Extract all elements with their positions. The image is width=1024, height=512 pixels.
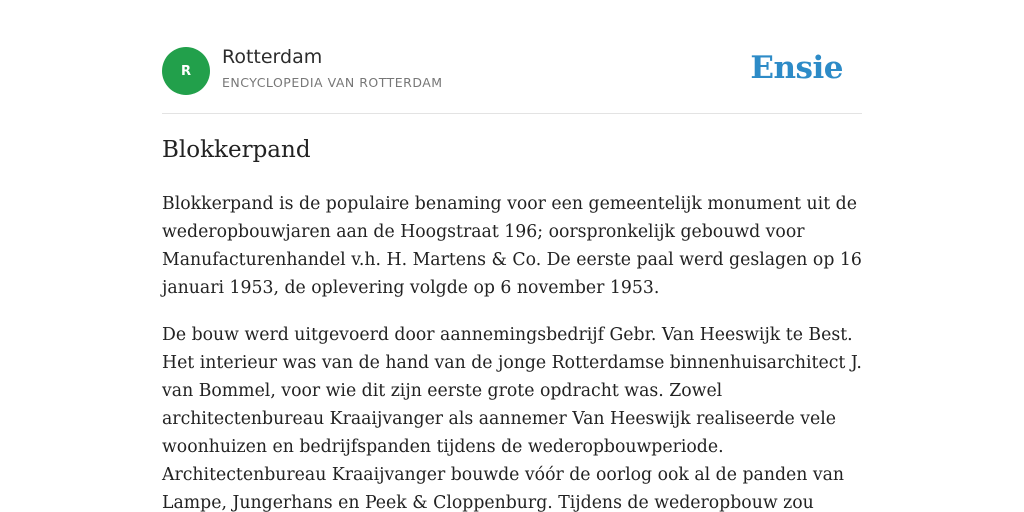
paragraph-line: Manufacturenhandel v.h. H. Martens & Co. De eerste paal werd geslagen op 16 [162,250,862,270]
site-subtitle: ENCYCLOPEDIA VAN ROTTERDAM [222,75,443,90]
paragraph-line: woonhuizen en bedrijfspanden tijdens de wederopbouwperiode. [162,437,724,457]
article-title: Blokkerpand [162,137,311,163]
paragraph-line: architectenbureau Kraaijvanger als aannemer Van Heeswijk realiseerde vele [162,409,837,429]
article-paragraph-1 [162,190,862,302]
site-header [162,0,862,114]
header-divider [162,113,862,114]
paragraph-line: Architectenbureau Kraaijvanger bouwde vóór de oorlog ook al de panden van [162,465,845,485]
paragraph-line: De bouw werd uitgevoerd door aannemingsbedrijf Gebr. Van Heeswijk te Best. [162,325,853,345]
paragraph-line: januari 1953, de oplevering volgde op 6 november 1953. [162,278,660,298]
paragraph-line: wederopbouwjaren aan de Hoogstraat 196; oorspronkelijk gebouwd voor [162,222,805,242]
site-avatar[interactable]: R [162,47,210,95]
paragraph-line: Blokkerpand is de populaire benaming voor een gemeentelijk monument uit de [162,194,857,214]
article-paragraph-2 [162,321,862,512]
paragraph-line: van Bommel, voor wie dit zijn eerste grote opdracht was. Zowel [162,381,723,401]
ensie-logo[interactable]: Ensie [750,50,843,86]
paragraph-line: Lampe, Jungerhans en Peek & Cloppenburg. Tijdens de wederopbouw zou [162,493,814,512]
paragraph-line: Het interieur was van de hand van de jonge Rotterdamse binnenhuisarchitect J. [162,353,862,373]
article-page [162,0,862,512]
site-title[interactable]: Rotterdam [222,46,323,68]
